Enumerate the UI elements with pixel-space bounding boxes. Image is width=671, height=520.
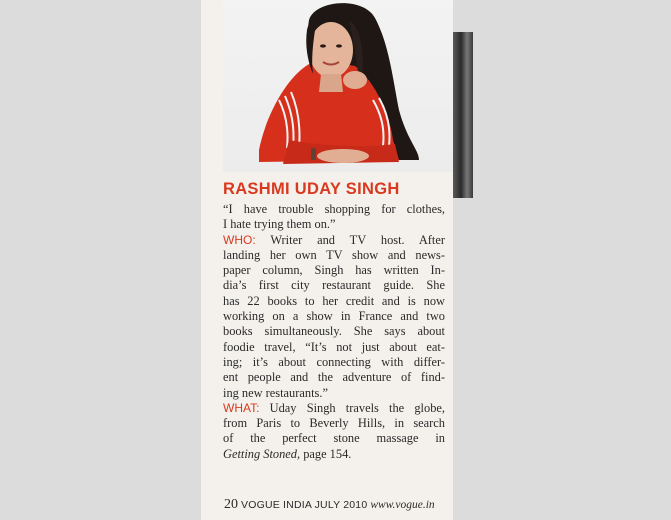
who-line: WHO: Writer and TV host. After bbox=[223, 232, 445, 247]
referenced-article-title: Getting Stoned bbox=[223, 446, 297, 461]
adjacent-page-edge bbox=[453, 32, 473, 198]
what-line: from Paris to Beverly Hills, in search bbox=[223, 416, 445, 431]
who-line: paper column, Singh has written In- bbox=[223, 263, 445, 278]
who-line: has 22 books to her credit and is now bbox=[223, 293, 445, 308]
who-line: dia’s first city restaurant guide. She bbox=[223, 278, 445, 293]
portrait-photo bbox=[223, 0, 453, 172]
who-line: ing new restaurants.” bbox=[223, 385, 328, 400]
who-line: landing her own TV show and news- bbox=[223, 247, 445, 262]
who-line: working on a show in France and two bbox=[223, 309, 445, 324]
page-number: 20 bbox=[224, 497, 238, 512]
who-line: foodie travel, “It’s not just about eat- bbox=[223, 339, 445, 354]
profile-article bbox=[223, 180, 445, 462]
who-line: books simultaneously. She says about bbox=[223, 324, 445, 339]
what-line: WHAT: Uday Singh travels the globe, bbox=[223, 400, 445, 415]
quote-line: I hate trying them on.” bbox=[223, 217, 336, 232]
what-label: WHAT: bbox=[223, 400, 260, 415]
magazine-url: www.vogue.in bbox=[370, 499, 435, 511]
quote-line: “I have trouble shopping for clothes, bbox=[223, 202, 445, 216]
what-line: Getting Stoned, page 154. bbox=[223, 446, 352, 461]
what-line: of the perfect stone massage in bbox=[223, 431, 445, 446]
magazine-issue: VOGUE INDIA JULY 2010 bbox=[241, 499, 368, 511]
portrait-illustration bbox=[223, 0, 453, 172]
who-label: WHO: bbox=[223, 232, 256, 247]
who-line: ing; it’s about connecting with differ- bbox=[223, 354, 445, 369]
profile-name: RASHMI UDAY SINGH bbox=[223, 180, 400, 198]
article-body bbox=[223, 202, 445, 462]
who-line: ent people and the adventure of find- bbox=[223, 370, 445, 385]
page-footer bbox=[224, 497, 435, 513]
